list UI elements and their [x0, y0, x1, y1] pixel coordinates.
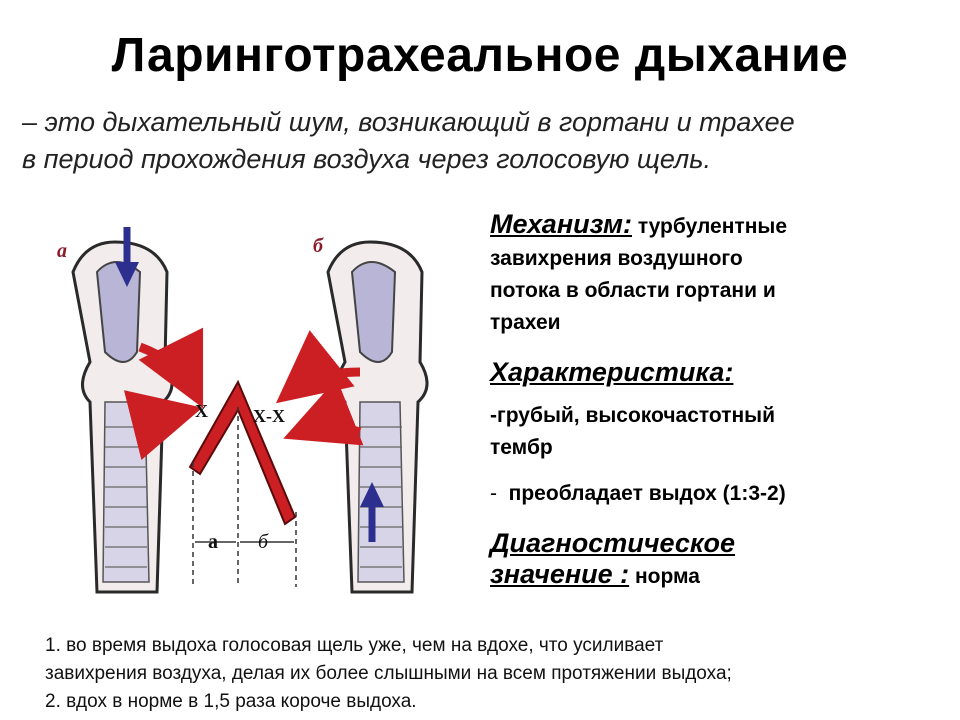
footnotes	[45, 632, 945, 716]
characteristic-heading: Характеристика:	[490, 357, 734, 387]
mechanism-line-3: потока в области гортани и	[490, 279, 776, 302]
diagnostic-value: норма	[629, 565, 700, 588]
characteristic-item-1-line-2: тембр	[490, 436, 553, 459]
mechanism-heading: Механизм:	[490, 209, 633, 239]
characteristic-block	[490, 357, 950, 510]
figure-label-xx: Х-Х	[253, 406, 285, 426]
diagnostic-heading-line-1: Диагностическое	[490, 528, 736, 558]
characteristic-item-1-line-1: -грубый, высокочастотный	[490, 404, 776, 427]
characteristic-item-2-text: преобладает выдох (1:3-2)	[508, 482, 786, 505]
diagnostic-heading-line-2: значение :	[490, 559, 630, 589]
diagnostic-block	[490, 528, 950, 593]
characteristic-item-2	[490, 478, 950, 510]
definition	[22, 104, 952, 178]
mechanism-text-inline: турбулентные	[632, 215, 787, 238]
figure-label-b: б	[313, 235, 323, 257]
dimension-label-a: а	[208, 531, 218, 553]
mechanism-block	[490, 208, 950, 339]
footnote-line-2: завихрения воздуха, делая их более слышными на всем протяжении выдоха;	[45, 663, 732, 684]
larynx-illustration	[45, 212, 455, 597]
mechanism-line-2: завихрения воздушного	[490, 247, 743, 270]
definition-line-1: – это дыхательный шум, возникающий в гортани и трахее	[22, 107, 795, 137]
footnote-line-1: 1. во время выдоха голосовая щель уже, чем на вдохе, что усиливает	[45, 635, 664, 656]
dimension-label-b: б	[258, 531, 269, 553]
info-panel	[490, 208, 950, 593]
figure-label-a: а	[57, 240, 67, 262]
characteristic-item-2-dash: -	[490, 482, 497, 505]
mechanism-line-4: трахеи	[490, 311, 561, 334]
figure-label-x: Х	[195, 401, 208, 421]
page-title: Ларинготрахеальное дыхание	[111, 29, 849, 82]
definition-line-2: в период прохождения воздуха через голосовую щель.	[22, 144, 711, 174]
footnote-line-3: 2. вдох в норме в 1,5 раза короче выдоха.	[45, 691, 417, 712]
larynx-trachea-figure	[45, 212, 455, 597]
